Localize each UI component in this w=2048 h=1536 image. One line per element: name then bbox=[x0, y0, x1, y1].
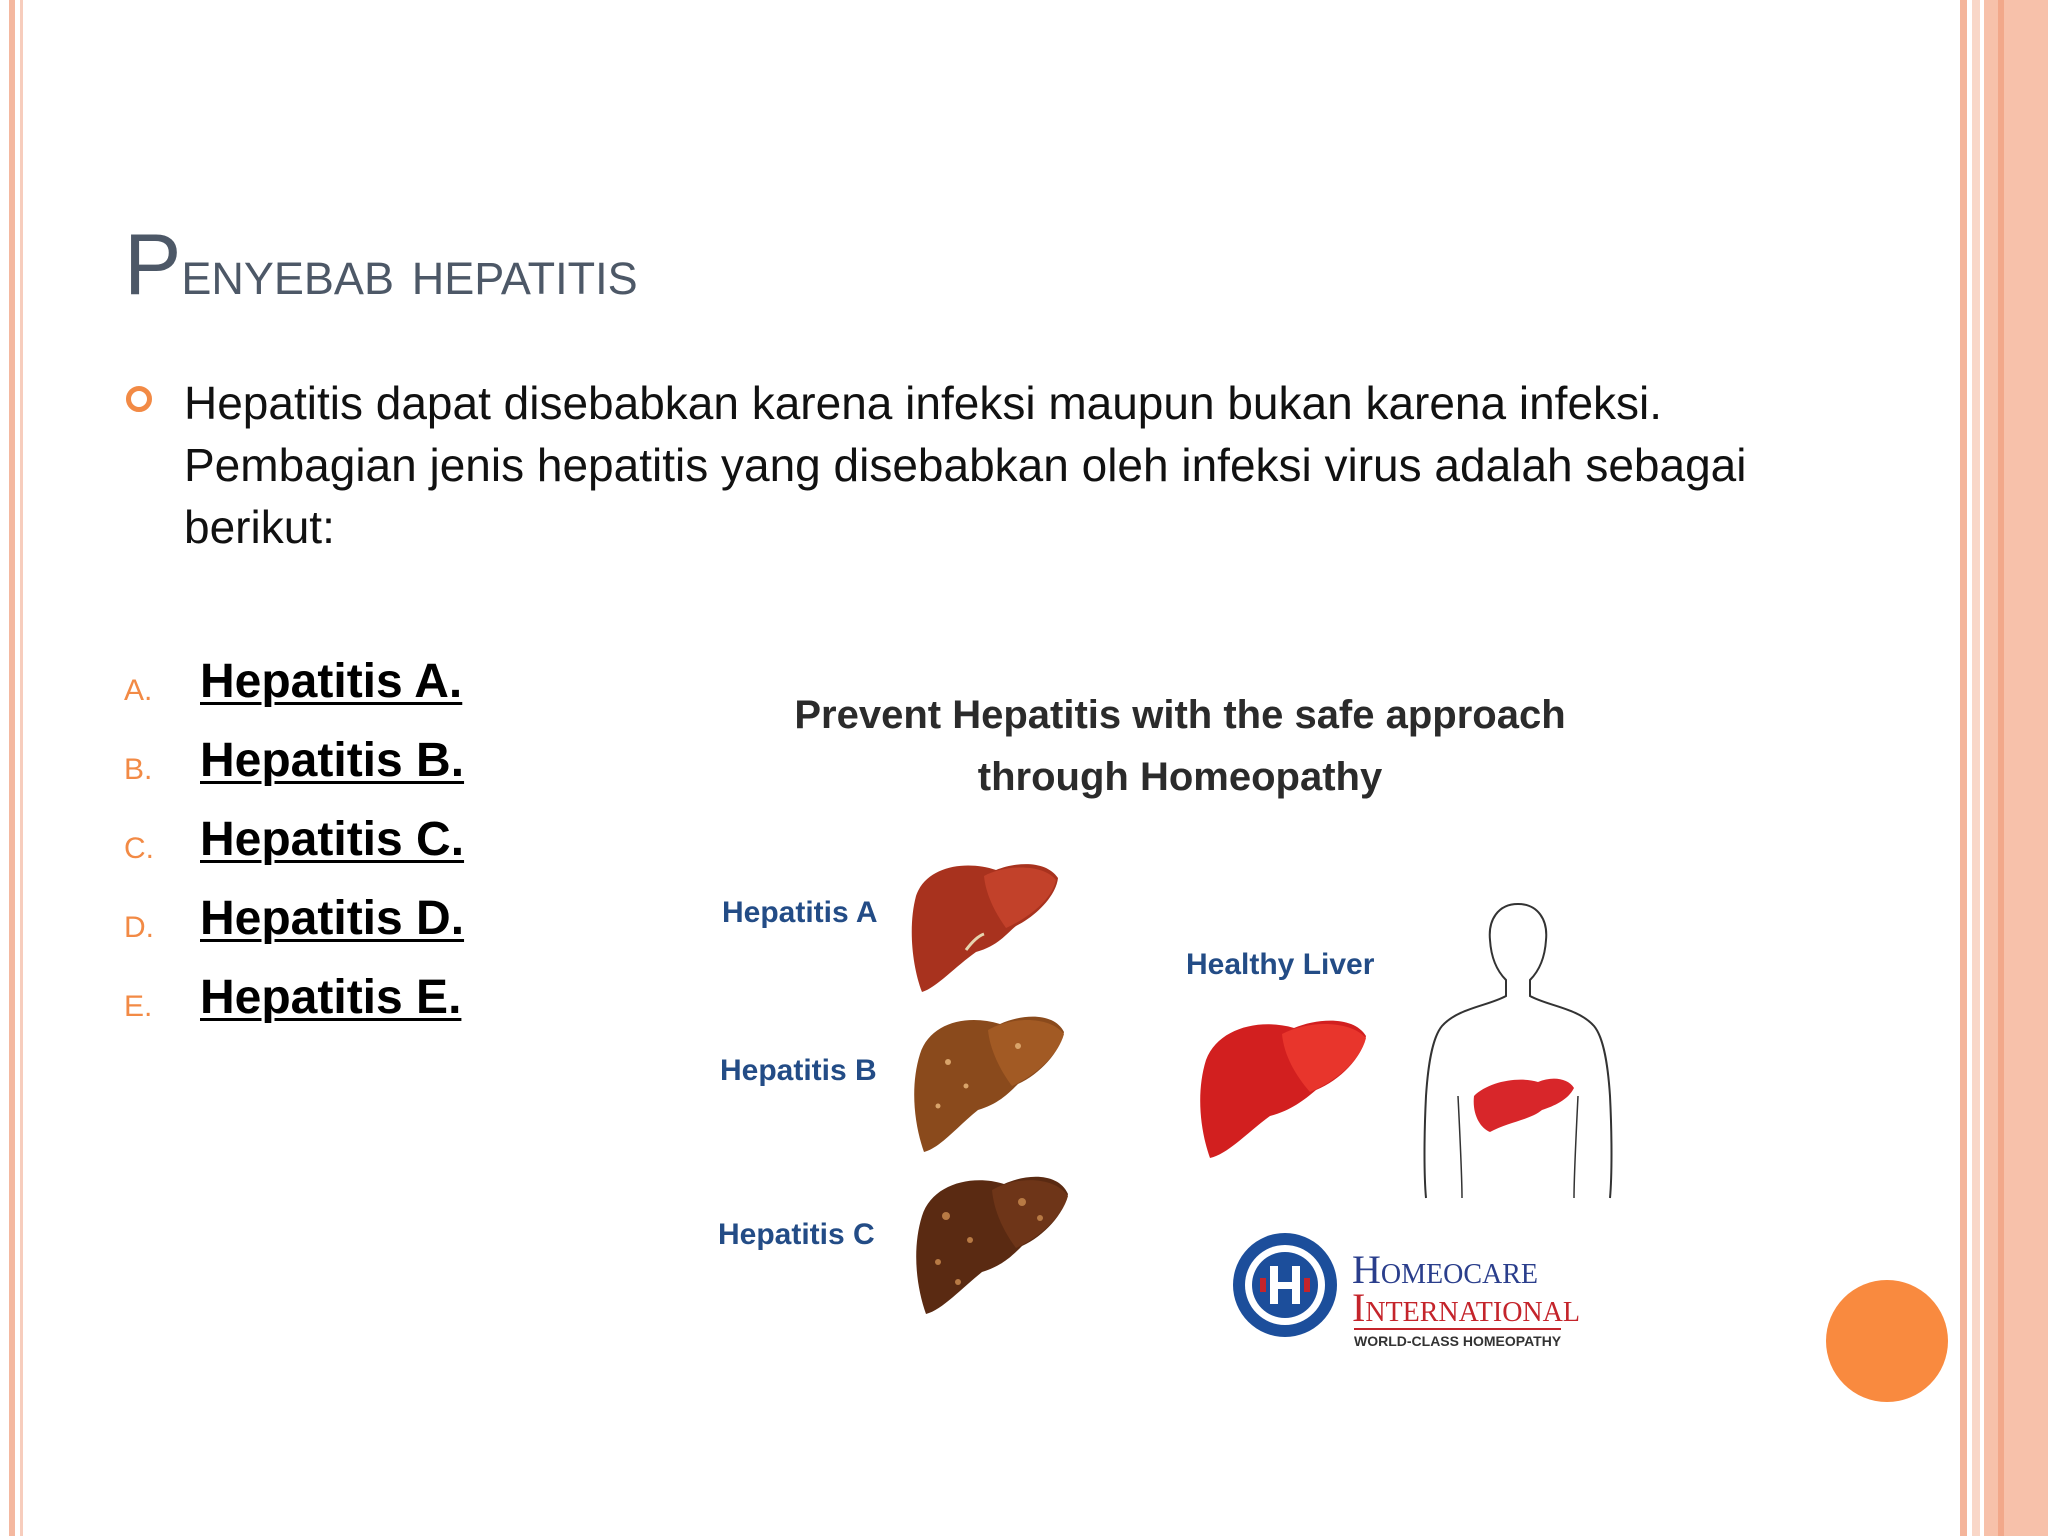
frame-band-right bbox=[1984, 0, 2048, 1536]
list-marker: E. bbox=[124, 990, 153, 1023]
frame-stripe-left bbox=[9, 0, 15, 1536]
list-link-hepatitis-d[interactable]: Hepatitis D. bbox=[200, 892, 465, 945]
frame-stripe-left-inner bbox=[20, 0, 23, 1536]
infographic-title-line2: through Homeopathy bbox=[977, 755, 1383, 799]
list-link-hepatitis-c[interactable]: Hepatitis C. bbox=[200, 813, 465, 866]
liver-hepatitis-c-icon bbox=[910, 1166, 1076, 1318]
list-link-hepatitis-a[interactable]: Hepatitis A. bbox=[200, 655, 463, 708]
list-marker: B. bbox=[124, 753, 153, 786]
logo-name-line1: Homeocare bbox=[1352, 1247, 1539, 1292]
bullet-ring-icon bbox=[126, 386, 152, 412]
homeocare-seal-logo bbox=[1230, 1230, 1340, 1340]
list-marker: D. bbox=[124, 911, 154, 944]
liver-hepatitis-a-icon bbox=[906, 856, 1066, 996]
label-hepatitis-c: Hepatitis C bbox=[718, 1218, 875, 1251]
logo-name-line2: International bbox=[1352, 1285, 1580, 1330]
human-body-icon bbox=[1418, 896, 1618, 1206]
logo-tagline: WORLD-CLASS HOMEOPATHY bbox=[1354, 1328, 1561, 1349]
list-link-hepatitis-e[interactable]: Hepatitis E. bbox=[200, 971, 462, 1024]
frame-stripe-right bbox=[1960, 0, 1967, 1536]
slide-title bbox=[124, 216, 638, 315]
hepatitis-infographic bbox=[700, 660, 1660, 1360]
list-marker: C. bbox=[124, 832, 154, 865]
label-hepatitis-b: Hepatitis B bbox=[720, 1054, 877, 1087]
slide-title-rest: enyebab hepatitis bbox=[181, 236, 638, 308]
decorative-circle bbox=[1826, 1280, 1948, 1402]
infographic-title-line1: Prevent Hepatitis with the safe approach bbox=[794, 693, 1566, 737]
liver-hepatitis-b-icon bbox=[908, 1006, 1072, 1156]
label-hepatitis-a: Hepatitis A bbox=[722, 896, 878, 929]
list-marker: A. bbox=[124, 674, 153, 707]
bullet-text: Hepatitis dapat disebabkan karena infeksi maupun bukan karena infeksi. Pembagian jenis hepatitis yang disebabkan oleh infeksi virus adalah sebagai berikut: bbox=[184, 377, 1747, 553]
label-healthy-liver: Healthy Liver bbox=[1186, 948, 1375, 981]
slide-title-initial: P bbox=[124, 217, 182, 313]
healthy-liver-icon bbox=[1194, 1010, 1374, 1160]
infographic-title bbox=[700, 684, 1660, 808]
frame-stripe-right-3 bbox=[1998, 0, 2004, 1536]
list-link-hepatitis-b[interactable]: Hepatitis B. bbox=[200, 734, 465, 787]
frame-stripe-right-2 bbox=[1972, 0, 1980, 1536]
